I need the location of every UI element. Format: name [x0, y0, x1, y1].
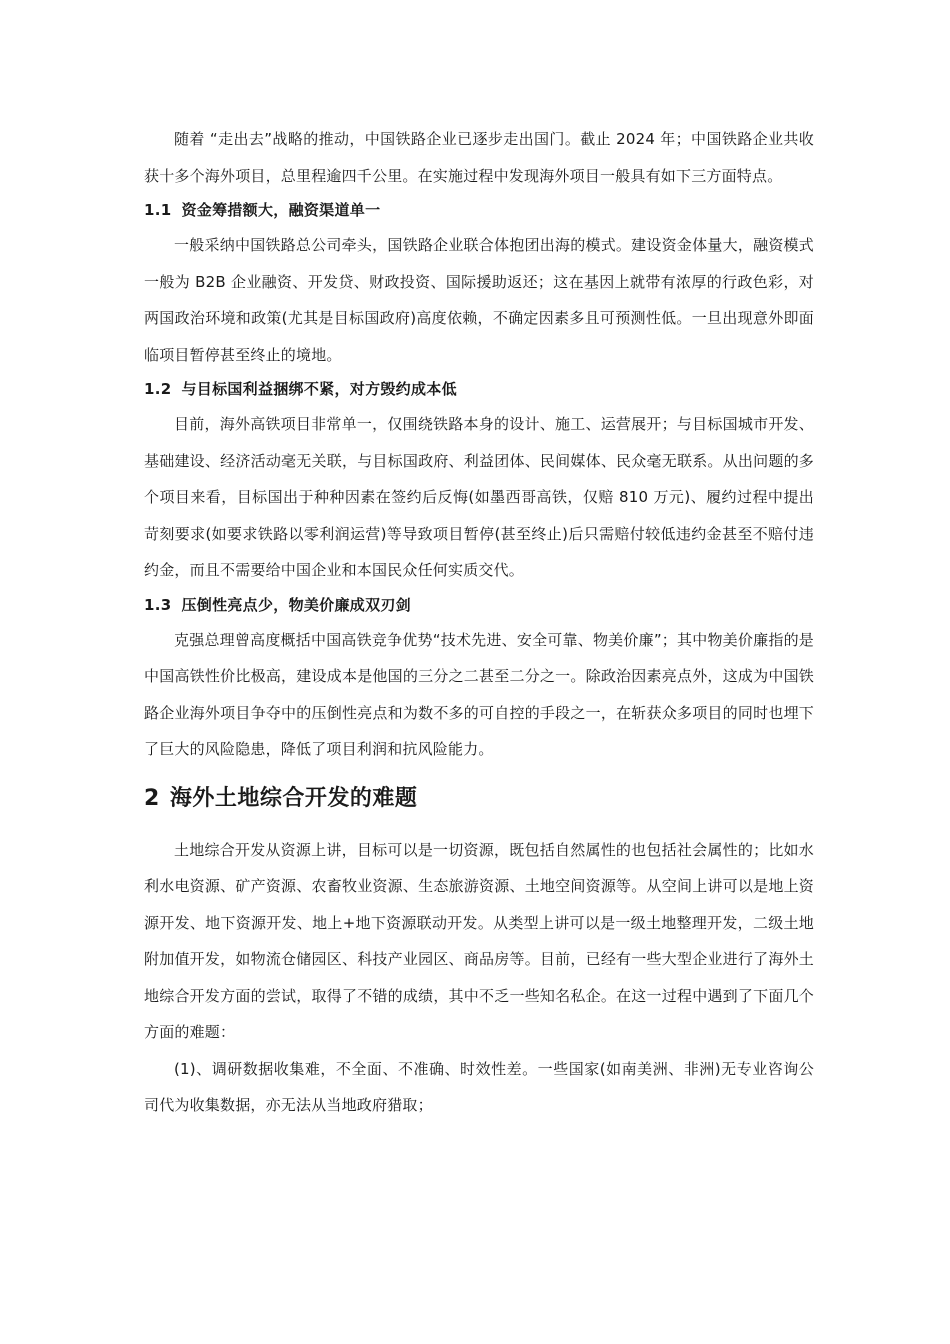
section-1-1-heading	[144, 194, 814, 227]
section-1-2-number: 1.2	[144, 380, 172, 398]
document-page	[144, 121, 814, 1124]
section-1-3-heading	[144, 589, 814, 622]
section-1-1-title: 资金筹措额大，融资渠道单一	[181, 201, 381, 219]
section-1-2-title: 与目标国利益捆绑不紧，对方毁约成本低	[181, 380, 457, 398]
section-2-title: 海外土地综合开发的难题	[169, 785, 418, 811]
section-2-body: 土地综合开发从资源上讲，目标可以是一切资源，既包括自然属性的也包括社会属性的；比如水利水电资源、矿产资源、农畜牧业资源、生态旅游资源、土地空间资源等。从空间上讲可以是地上资源开发、地下资源开发、地上+地下资源联动开发。从类型上讲可以是一级土地整理开发，二级土地附加值开发，如物流仓储园区、科技产业园区、商品房等。目前，已经有一些大型企业进行了海外土地综合开发方面的尝试，取得了不错的成绩，其中不乏一些知名私企。在这一过程中遇到了下面几个方面的难题：	[144, 840, 814, 1041]
section-2-number: 2	[144, 785, 160, 811]
section-1-2-body: 目前，海外高铁项目非常单一，仅围绕铁路本身的设计、施工、运营展开；与目标国城市开发、基础建设、经济活动毫无关联，与目标国政府、利益团体、民间媒体、民众毫无联系。从出问题的多个项目来看，目标国出于种种因素在签约后反悔(如墨西哥高铁，仅赔 810 万元)、履约过程中提出苛刻要求(如要求铁路以零利润运营)等导致项目暂停(甚至终止)后只需赔付较低违约金甚至不赔付违约金，而且不需要给中国企业和本国民众任何实质交代。	[144, 415, 814, 579]
section-1-3-body: 克强总理曾高度概括中国高铁竞争优势“技术先进、安全可靠、物美价廉”；其中物美价廉指的是中国高铁性价比极高，建设成本是他国的三分之二甚至二分之一。除政治因素亮点外，这成为中国铁路企业海外项目争夺中的压倒性亮点和为数不多的可自控的手段之一，在斩获众多项目的同时也埋下了巨大的风险隐患，降低了项目利润和抗风险能力。	[144, 630, 814, 758]
section-2-item-1: (1)、调研数据收集难，不全面、不准确、时效性差。一些国家(如南美洲、非洲)无专业咨询公司代为收集数据，亦无法从当地政府猎取；	[144, 1059, 814, 1114]
section-1-2-heading	[144, 373, 814, 406]
section-1-1-number: 1.1	[144, 201, 172, 219]
section-2-heading	[144, 782, 814, 816]
section-1-1-body: 一般采纳中国铁路总公司牵头，国铁路企业联合体抱团出海的模式。建设资金体量大，融资模式一般为 B2B 企业融资、开发贷、财政投资、国际援助返还；这在基因上就带有浓厚的行政色彩，对两国政治环境和政策(尤其是目标国政府)高度依赖，不确定因素多且可预测性低。一旦出现意外即面临项目暂停甚至终止的境地。	[144, 236, 814, 364]
section-1-3-title: 压倒性亮点少，物美价廉成双刃剑	[181, 595, 411, 614]
intro-paragraph: 随着 “走出去”战略的推动，中国铁路企业已逐步走出国门。截止 2024 年；中国铁路企业共收获十多个海外项目，总里程逾四千公里。在实施过程中发现海外项目一般具有如下三方面特点。	[144, 130, 814, 185]
section-1-3-number: 1.3	[144, 595, 172, 614]
